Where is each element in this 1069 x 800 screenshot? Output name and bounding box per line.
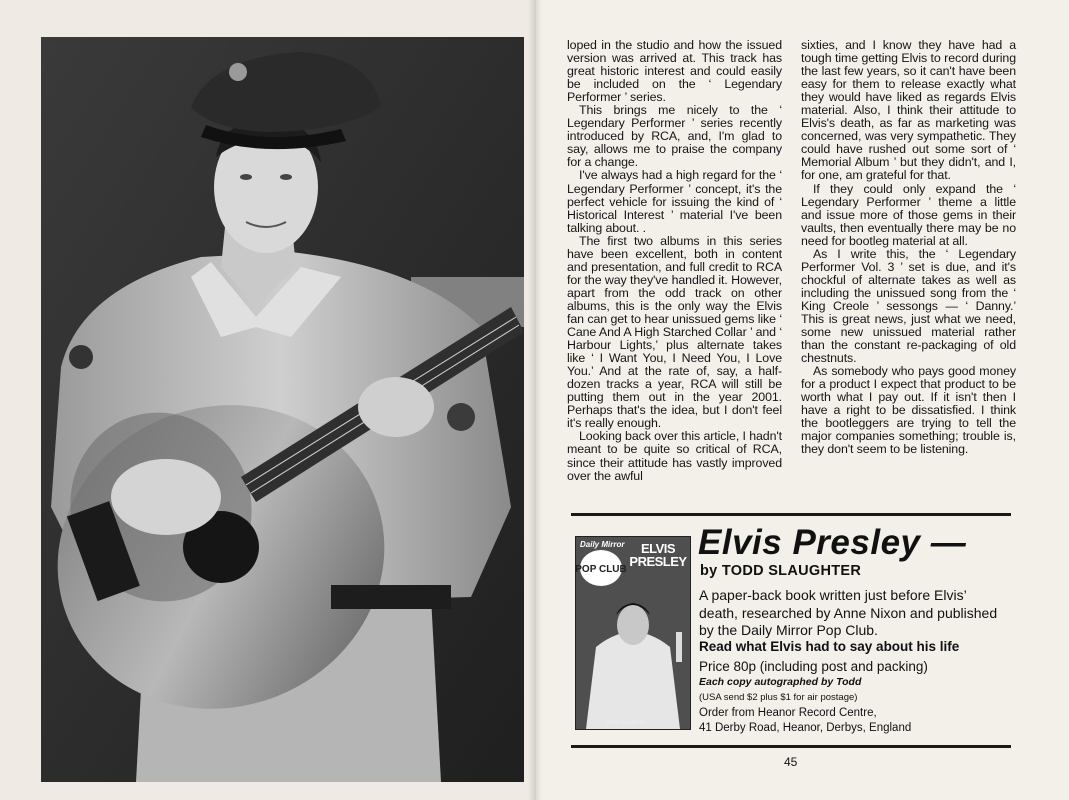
ad-autograph-note: Each copy autographed by Todd (699, 676, 862, 688)
photo-illustration (41, 37, 524, 782)
paragraph: loped in the studio and how the issued version was arrived at. This track has great historic interest and could easily be included on the ‘ Legendary Performer ’ series. (567, 38, 782, 105)
ad-bottom-rule (571, 745, 1011, 748)
ad-price: Price 80p (including post and packing) (699, 659, 928, 674)
ad-order-line-2: 41 Derby Road, Heanor, Derbys, England (699, 722, 912, 734)
article-column-2 (801, 39, 1016, 457)
ad-usa-note: (USA send $2 plus $1 for air postage) (699, 692, 858, 703)
paragraph: As I write this, the ‘ Legendary Performer Vol. 3 ’ set is due, and it's chockful of alternate takes as well as including the unissued song from the ‘ King Creole ’ sessongs — ‘ Danny.’ This is great news, just what we need, some new unissued material rather than the constant re-packaging of old chestnuts. (801, 246, 1016, 366)
cover-author: Todd Slaughter (606, 720, 647, 726)
paragraph: The first two albums in this series have been excellent, both in content and presentation, and full credit to RCA for the way they've handled it. However, apart from the odd track on other albums, this is the only way the Elvis fan can get to hear unissued gems like ‘ Cane And A High Starched Collar ’ and ‘ Harbour Lights,’ plus alternate takes like ‘ I Want You, I Need You, I Love You.’ And at the rate of, say, a half-dozen tracks a year, RCA will still be putting them out in the year 2001. Perhaps that's the idea, but I don't feel it's really enough. (567, 233, 782, 431)
article-column-1 (567, 39, 782, 483)
cover-name-line2: PRESLEY (629, 554, 687, 569)
left-page (0, 0, 534, 800)
book-cover-image (575, 536, 691, 730)
paragraph: If they could only expand the ‘ Legendary Performer ’ theme a little and issue more of those gems in their vaults, then eventually there may be no need for bootleg material at all. (801, 181, 1016, 248)
paragraph: sixties, and I know they have had a tough time getting Elvis to record during the last few years, so it can't have been easy for them to release exactly what they would have liked as regards Elvis material. Also, I think their attitude to Elvis's death, as far as marketing was concerned, was very sympathetic. They could have rushed out some sort of ‘ Memorial Album ’ but they didn't, and I, for one, am grateful for that. (801, 38, 1016, 183)
paragraph: This brings me nicely to the ‘ Legendary Performer ’ series recently introduced by RCA, and, I'm glad to say, allows me to praise the company for a change. (567, 103, 782, 170)
ad-top-rule (571, 513, 1011, 516)
paragraph: As somebody who pays good money for a product I expect that product to be worth what I pay out. If it isn't then I have a right to be dissatisfied. I think the bootleggers are trying to tell the major companies something; trouble is, they don't seem to be listening. (801, 364, 1016, 457)
cover-name-line1: ELVIS (640, 541, 676, 556)
cover-club: POP CLUB (575, 564, 627, 575)
ad-title: Elvis Presley — (698, 523, 967, 562)
ad-byline: by TODD SLAUGHTER (700, 563, 862, 579)
elvis-guitar-photo (41, 37, 524, 782)
paragraph: I've always had a high regard for the ‘ Legendary Performer ’ concept, it's the perfect vehicle for issuing the kind of ‘ Historical Interest ’ material I've been talking about. . (567, 168, 782, 235)
cover-title (628, 542, 688, 568)
cover-brand: Daily Mirror (580, 540, 625, 549)
ad-description: A paper-back book written just before Elvis’ death, researched by Anne Nixon and published by the Daily Mirror Pop Club. (699, 587, 998, 638)
pop-club-logo (575, 549, 627, 587)
paragraph: Looking back over this article, I hadn't meant to be quite so critical of RCA, since their attitude has vastly improved over the awful (567, 429, 782, 483)
ad-headline: Read what Elvis had to say about his life (699, 639, 960, 654)
page-gutter (528, 0, 542, 800)
page-number: 45 (784, 755, 798, 769)
ad-order-line-1: Order from Heanor Record Centre, (699, 707, 877, 719)
